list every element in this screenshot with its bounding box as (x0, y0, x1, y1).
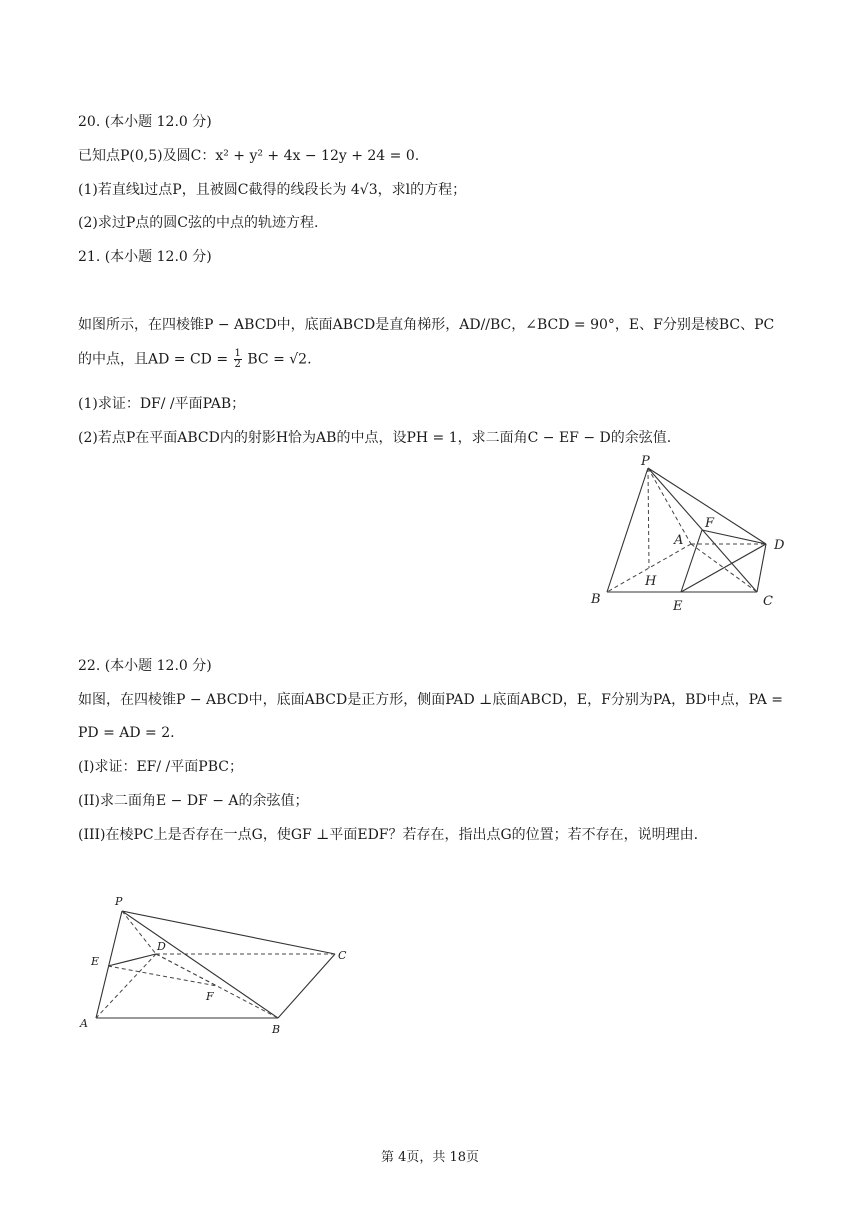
q22-header: 22. (本小题 12.0 分) (78, 658, 212, 674)
q22-label-P: P (115, 895, 123, 908)
q21-label-C: C (763, 594, 773, 609)
q22-part3: (III)在棱PC上是否存在一点G，使GF ⊥平面EDF？若存在，指出点G的位置；若不存在，说明理由. (78, 827, 699, 843)
page-footer: 第 4页，共 18页 (380, 1150, 480, 1165)
q20-part2: (2)求过P点的圆C弦的中点的轨迹方程. (78, 215, 319, 231)
q21-stem-line2-a: 的中点，且AD = CD = (78, 351, 229, 368)
q22-label-C: C (338, 949, 347, 962)
q20-stem: 已知点P(0,5)及圆C：x² + y² + 4x − 12y + 24 = 0. (78, 148, 420, 164)
q21-stem-line2 (78, 349, 312, 370)
q21-header: 21. (本小题 12.0 分) (78, 249, 212, 265)
q22-label-D: D (157, 940, 166, 953)
q22-stem-line1: 如图，在四棱锥P − ABCD中，底面ABCD是正方形，侧面PAD ⊥底面ABCD，E，F分别为PA，BD中点，PA = (78, 692, 784, 708)
q22-stem-line2: PD = AD = 2. (78, 725, 175, 741)
q22-label-F: F (206, 990, 214, 1003)
q22-label-B: B (272, 1023, 281, 1036)
q22-part2: (II)求二面角E − DF − A的余弦值； (78, 793, 309, 809)
q20-part1: (1)若直线l过点P，且被圆C截得的线段长为 4√3，求l的方程； (78, 182, 467, 198)
q21-part1: (1)求证：DF/ /平面PAB； (78, 396, 246, 412)
q21-label-F: F (705, 516, 715, 531)
q21-fraction-num: 1 (234, 348, 241, 359)
q21-stem-line2-b: BC = √2. (247, 351, 312, 368)
q21-label-D: D (774, 538, 785, 553)
q21-pyramid-figure (585, 450, 790, 620)
q21-label-B: B (591, 592, 601, 607)
q20-header: 20. (本小题 12.0 分) (78, 114, 212, 130)
q21-stem-line1: 如图所示，在四棱锥P − ABCD中，底面ABCD是直角梯形，AD//BC，∠BCD = 90°，E、F分别是棱BC、PC (78, 317, 775, 333)
q21-label-H: H (645, 574, 657, 589)
q21-label-P: P (641, 454, 650, 469)
q22-pyramid-figure (75, 888, 360, 1038)
q22-label-A: A (80, 1017, 88, 1030)
q21-label-E: E (673, 599, 683, 614)
q21-fraction (234, 349, 242, 370)
q21-fraction-den: 2 (234, 359, 241, 370)
q21-part2: (2)若点P在平面ABCD内的射影H恰为AB的中点，设PH = 1，求二面角C − EF − D的余弦值. (78, 430, 672, 446)
q21-label-A: A (674, 533, 684, 548)
q22-part1: (I)求证：EF/ /平面PBC； (78, 759, 243, 775)
q22-label-E: E (91, 955, 100, 968)
